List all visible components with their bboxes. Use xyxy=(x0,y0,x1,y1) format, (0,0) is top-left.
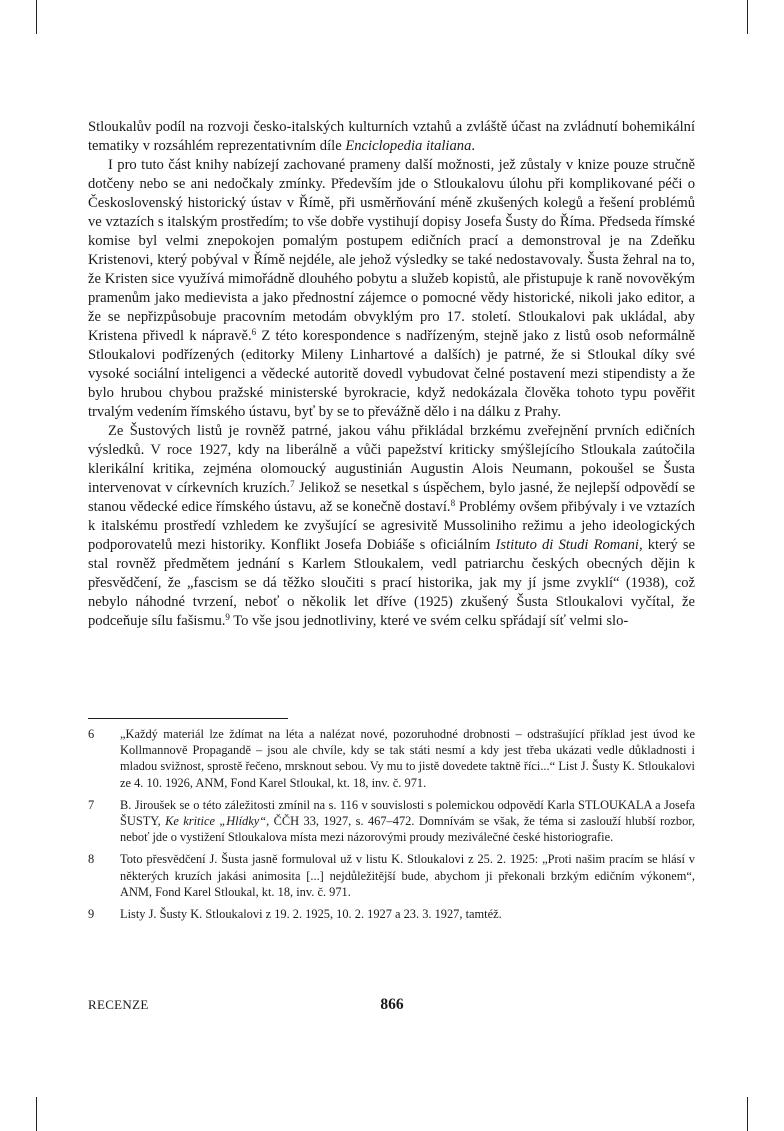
italic-article-title: Ke kritice „Hlídky“ xyxy=(165,814,267,829)
paragraph-3: Ze Šustových listů je rovněž patrné, jakou váhu přikládal brzkému zveřejnění prvních edičních výsledků. V roce 1927, kdy na liberálně a vůči papežství kriticky smýšlejícího Stloukala zaútočila klerikální kritika, zejména olomoucký augustinián Augustin Alois Neumann, pokoušel se Šusta intervenovat v církevních kruzích.$^7$ Jelikož se nesetkal s úspěchem, bylo jasné, že nejlepší odpovědí se stanou vědecké edice římského ústavu, až se konečně dostaví.$^8$ Problémy ovšem přibývaly i ve vztazích k italskému prostředí vzhledem ke zvyšující se agresivitě Mussoliniho režimu a jeho ideologických podporovatelů mezi historiky. Konflikt Josefa Dobiáše s oficiálním Istituto di Studi Romani, který se stal rovněž předmětem jednání s Karlem Stloukalem, vedl patriarchu českých obecných dějin k přesvědčení, že „fascism se dá těžko sloučiti s prací historika, jak my jí jsme zvyklí“ (1938), což nebylo náhodné tvrzení, neboť o několik let dříve (1925) zkušený Šusta Stloukalovi vyčítal, že podceňuje sílu fašismu.$^9$ To vše jsou jednotliviny, které ve svém celku spřádají síť velmi slo- xyxy=(88,423,695,629)
main-text xyxy=(88,118,695,631)
crop-mark-bottom-left xyxy=(36,1097,37,1131)
footnote-number: 8 xyxy=(88,852,95,867)
footnote-6 xyxy=(88,726,695,791)
footnote-ref-6[interactable]: 6 xyxy=(251,327,257,337)
footnote-divider xyxy=(88,718,288,719)
page-number: 866 xyxy=(380,996,404,1013)
footnote-number: 7 xyxy=(88,797,95,812)
footnotes xyxy=(88,726,695,928)
paragraph-2: I pro tuto část knihy nabízejí zachované prameny další možnosti, jež zůstaly v knize pouze stručně dotčeny nebo se ani nedočkaly zmínky. Především jde o Stloukalovu úlohu při komplikované péči o Československý historický ústav v Římě, při usměrňování méně zkušených kolegů a řešení problémů ve vztazích s italským prostředím; to vše dobře vystihují dopisy Josefa Šusty do Říma. Předseda římské komise byl velmi znepokojen pomalým postupem edičních prací a demonstroval je na Zdeňku Kristenovi, který pobýval v Římě nejdéle, ale jehož výsledky se také nedostavovaly. Šusta žehral na to, že Kristen sice využívá mimořádně dlouhého pobytu a služeb kopistů, ale přistupuje k raně novověkým pramenům jako medievista a jako přednostní zájemce o pomocné vědy historické, nikoli jako editor, a že se nepřizpůsobuje pracovním metodám obvyklým pro 17. století. Stloukalovi pak ukládal, aby Kristena přivedl k nápravě.$^6$ Z této korespondence s nadřízeným, stejně jako z listů osob neformálně Stloukalovi podřízených (editorky Mileny Linhartové a dalších) je patrné, že si Stloukal díky své vysoké sociální inteligenci a vědecké autoritě dovedl vybudovat čelné postavení mezi stipendisty a že bylo hrubou chybou pražské ministerské byrokracie, když nedokázala člověka tohoto typu pověřit trvalým vedením římského ústavu, byť by se to převážně dělo i na dálku z Prahy. xyxy=(88,157,695,420)
footnote-text: B. Jiroušek se o této záležitosti zmínil na s. 116 v souvislosti s polemickou odpovědí Karla STLOUKALA a Josefa ŠUSTY, Ke kritice „Hlídky“, ČČH 33, 1927, s. 467–472. Domnívám se však, že téma si zaslouží hlubší rozbor, neboť jde o vystižení Stloukalova místa mezi názorovými proudy meziválečné české historiografie. xyxy=(120,797,695,845)
italic-title: Enciclopedia italiana xyxy=(345,138,472,154)
footnote-ref-8[interactable]: 8 xyxy=(450,498,456,508)
footnote-ref-7[interactable]: 7 xyxy=(290,479,295,489)
footnote-number: 6 xyxy=(88,727,95,741)
footnote-text: Listy J. Šusty K. Stloukalovi z 19. 2. 1925, 10. 2. 1927 a 23. 3. 1927, tamtéž. xyxy=(120,907,502,922)
footnote-number: 9 xyxy=(88,907,95,922)
footnote-text: „Každý materiál lze ždímat na léta a nalézat nové, pozoruhodné drobnosti – odstrašující příklad jest úvod ke Kollmannově Propagandě – jsou ale chvíle, kdy se tak státi nesmí a kdy jest třeba ukázati vedle důkladnosti i mladou svižnost, sprostě řečeno, mrsknout sebou. Vy mu to jistě dovedete taktně říci...“ List J. Šusty K. Stloukalovi ze 4. 10. 1926, ANM, Fond Karel Stloukal, kt. 18, inv. č. 971. xyxy=(120,727,695,790)
section-label: RECENZE xyxy=(88,997,149,1012)
footnote-7 xyxy=(88,797,695,846)
crop-mark-bottom-right xyxy=(747,1097,748,1131)
crop-mark-top-left xyxy=(36,0,37,34)
crop-mark-top-right xyxy=(747,0,748,34)
footnote-text: Toto přesvědčení J. Šusta jasně formuloval už v listu K. Stloukalovi z 25. 2. 1925: „Proti našim pracím se hlásí v některých kruzích jakási animosita [...] nejdůležitější bude, abychom ji překonali brzkým edičním výkonem“, ANM, Fond Karel Stloukal, kt. 18, inv. č. 971. xyxy=(120,852,695,899)
italic-institute: Istituto di Studi Romani xyxy=(495,537,639,553)
paragraph-1: Stloukalův podíl na rozvoji česko-italských kulturních vztahů a zvláště účast na zvládnutí bohemikální tematiky v rozsáhlém reprezentativním díle Enciclopedia italiana. xyxy=(88,119,695,154)
footnote-8 xyxy=(88,851,695,900)
footnote-ref-9[interactable]: 9 xyxy=(225,612,230,622)
footnote-9 xyxy=(88,906,695,922)
